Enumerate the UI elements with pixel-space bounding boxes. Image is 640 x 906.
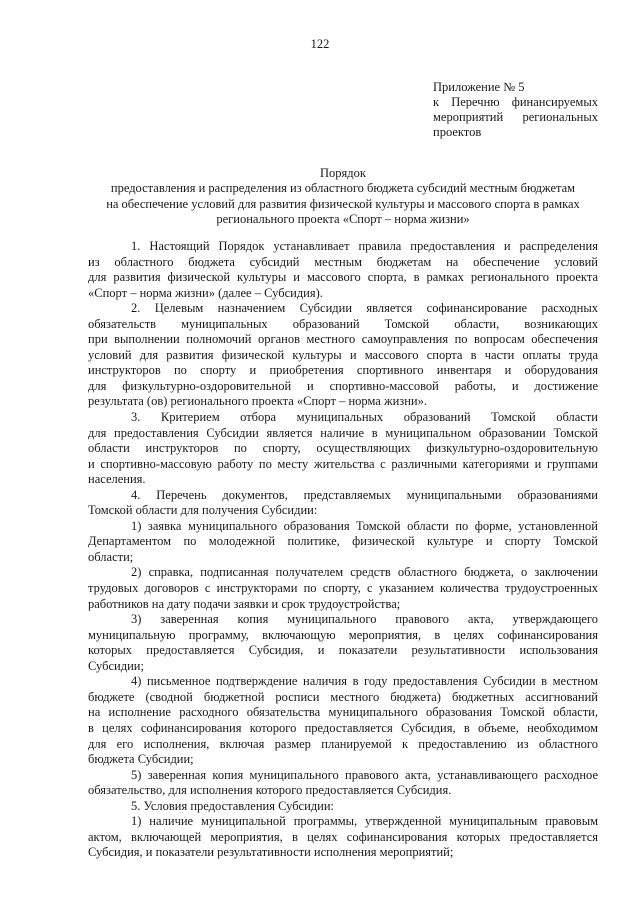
body-line: и спортивно-массовую работу по месту жительства с различными категориями и группами bbox=[88, 456, 598, 471]
body-line: которых предоставляется Субсидия, и показатели результативности использования bbox=[88, 643, 598, 658]
body-line: для развития физической культуры и массового спорта, в рамках регионального проекта bbox=[88, 270, 598, 285]
body-line: трудовых договоров с инструкторами по спорту, с указанием количества трудоустроенных bbox=[88, 581, 598, 596]
title-line: предоставления и распределения из областного бюджета субсидий местным бюджетам bbox=[110, 181, 576, 196]
body-line: 1) заявка муниципального образования Томской области по форме, установленной bbox=[131, 518, 598, 533]
body-line: 2) справка, подписанная получателем средств областного бюджета, о заключении bbox=[131, 565, 598, 580]
body-line: на исполнение расходного обязательства муниципального образования Томской области, bbox=[88, 705, 598, 720]
appendix-line: к Перечню финансируемых bbox=[433, 95, 598, 109]
body-line: для предоставления Субсидии является наличие в муниципальном образовании Томской bbox=[88, 425, 598, 440]
title-line: на обеспечение условий для развития физической культуры и массового спорта в рамках bbox=[106, 196, 580, 211]
body-line: 4) письменное подтверждение наличия в году предоставления Субсидии в местном bbox=[131, 674, 598, 689]
appendix-line: проектов bbox=[433, 125, 482, 139]
body-line: муниципальную программу, включающую мероприятия, в целях софинансирования bbox=[88, 627, 598, 642]
document-body bbox=[88, 239, 598, 861]
body-line: Департаментом по молодежной политике, физической культуре и спорту Томской bbox=[88, 534, 598, 549]
body-line: Субсидия, и показатели результативности исполнения мероприятий; bbox=[88, 845, 454, 860]
body-line: результата (ов) регионального проекта «Спорт – норма жизни». bbox=[88, 394, 427, 409]
body-line: при выполнении полномочий органов местного самоуправления по вопросам обеспечения bbox=[88, 332, 598, 347]
body-line: Субсидии; bbox=[88, 658, 144, 673]
title-line: регионального проекта «Спорт – норма жизни» bbox=[216, 212, 470, 227]
document-title bbox=[88, 166, 598, 228]
body-line: 3) заверенная копия муниципального правового акта, утверждающего bbox=[131, 612, 598, 627]
body-line: 3. Критерием отбора муниципальных образований Томской области bbox=[131, 410, 598, 425]
body-line: области; bbox=[88, 549, 134, 564]
body-line: в целях софинансирования которого предоставляется Субсидия, в объеме, необходимом bbox=[88, 720, 598, 735]
body-line: 1) наличие муниципальной программы, утвержденной муниципальным правовым bbox=[131, 814, 598, 829]
body-line: актом, включающей мероприятия, в целях софинансирования которых предоставляется bbox=[88, 829, 598, 844]
body-line: «Спорт – норма жизни» (далее – Субсидия). bbox=[88, 285, 323, 300]
body-line: бюджете (сводной бюджетной росписи местного бюджета) бюджетных ассигнований bbox=[88, 689, 598, 704]
body-line: 2. Целевым назначением Субсидии является софинансирование расходных bbox=[131, 301, 598, 316]
body-line: обязательство, для исполнения которого предоставляется Субсидия. bbox=[88, 783, 452, 798]
body-line: 5) заверенная копия муниципального правового акта, устанавливающего расходное bbox=[131, 767, 598, 782]
body-line: для его исполнения, включая размер планируемой к предоставлению из областного bbox=[88, 736, 598, 751]
body-line: 5. Условия предоставления Субсидии: bbox=[131, 798, 335, 813]
body-line: условий для развития физической культуры и массового спорта в части оплаты труда bbox=[88, 347, 598, 362]
body-line: инструкторов по спорту и приобретения спортивного инвентаря и оборудования bbox=[88, 363, 598, 378]
appendix-note bbox=[433, 80, 598, 140]
page-number: 122 bbox=[310, 37, 330, 51]
body-line: работников на дату подачи заявки и срок трудоустройства; bbox=[88, 596, 401, 611]
appendix-line: мероприятий региональных bbox=[433, 110, 598, 124]
title-line: Порядок bbox=[320, 166, 366, 180]
body-line: Томской области для получения Субсидии: bbox=[88, 503, 318, 518]
body-line: 1. Настоящий Порядок устанавливает правила предоставления и распределения bbox=[131, 239, 598, 253]
body-line: обязательств муниципальных образований Томской области, возникающих bbox=[88, 316, 598, 331]
body-line: области инструкторов по спорту, осуществляющих физкультурно-оздоровительную bbox=[88, 441, 598, 456]
body-line: для физкультурно-оздоровительной и спортивно-массовой работы, и достижение bbox=[88, 378, 598, 393]
appendix-line: Приложение № 5 bbox=[433, 80, 525, 94]
body-line: 4. Перечень документов, представляемых муниципальными образованиями bbox=[131, 487, 598, 502]
body-line: бюджета Субсидии; bbox=[88, 752, 194, 767]
body-line: населения. bbox=[88, 472, 146, 487]
body-line: из областного бюджета субсидий местным бюджетам на обеспечение условий bbox=[88, 254, 598, 269]
